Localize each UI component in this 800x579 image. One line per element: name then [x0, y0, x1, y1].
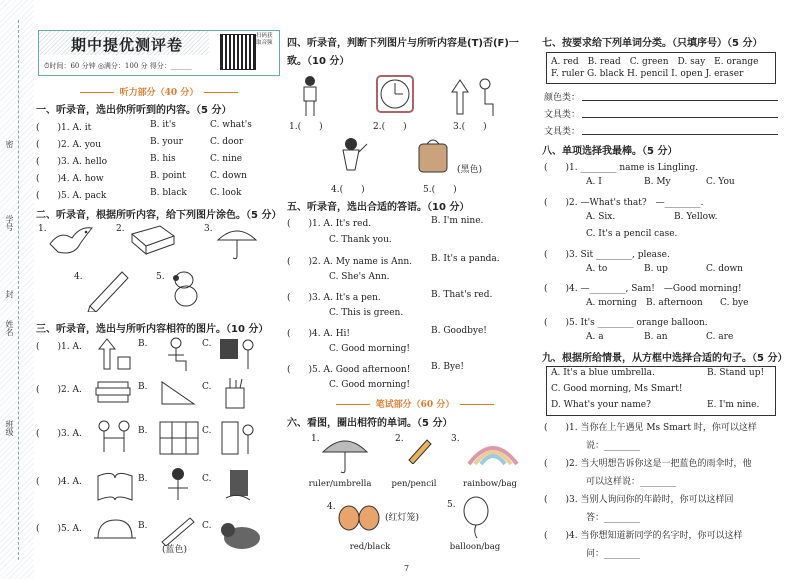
s8-q1-b: B. My [644, 177, 671, 187]
s8-q5-c: C. are [706, 332, 734, 342]
s1-q2-b: B. your [150, 137, 183, 147]
s4-label-5: 5.( ) [423, 185, 457, 195]
s7-word-box [546, 52, 776, 84]
s8-q4-b: B. afternoon [646, 298, 703, 308]
s8-q4-a: A. morning [586, 298, 637, 308]
s1-q4-c: C. down [210, 171, 247, 181]
s8-q3-a: A. to [586, 264, 608, 274]
umbrella-icon [214, 222, 260, 262]
s5-q2-a: ( )2. A. My name is Ann. [287, 257, 413, 267]
s8-q1: ( )1. ________ name is Lingling. [544, 163, 699, 173]
s4-label-2: 2.( ) [373, 122, 407, 132]
s8-q3-b: B. up [644, 264, 668, 274]
s1-q3: ( )3. A. hello [36, 157, 107, 167]
pencil-picture-icon [405, 434, 435, 464]
s9-q2-line1: ( )2. 当大明想告诉你这是一把蓝色的雨伞时，他 [544, 459, 752, 469]
kids-group-icon [94, 418, 136, 458]
s5-heading: 五、听录音，选出合适的答语。（10 分） [287, 202, 470, 213]
s9-q3-line2: 答：________ [586, 513, 641, 523]
s6-word-1: ruler/umbrella [308, 479, 372, 489]
s3-heading: 三、听录音，选出与所听内容相符的图片。（10 分） [36, 324, 269, 335]
s8-q5-b: B. an [644, 332, 668, 342]
s3-q2-c: C. [202, 382, 212, 392]
s9-q1-line2: 说：________ [586, 441, 641, 451]
s1-q4: ( )4. A. how [36, 174, 104, 184]
s7-answer-line-2[interactable] [582, 117, 778, 118]
s8-q2-c: C. It's a pencil case. [586, 229, 678, 239]
s1-q5-c: C. look [210, 188, 242, 198]
s7-line-2: F. ruler G. black H. pencil I. open J. eraser [551, 69, 744, 79]
title-box [38, 30, 280, 76]
s1-q1-b: B. it's [150, 120, 176, 130]
s9-box-d: D. What's your name? [551, 400, 651, 410]
s8-q2-a: A. Six. [586, 212, 616, 222]
s1-heading: 一、听录音，选出你所听到的内容。（5 分） [36, 105, 232, 116]
exam-meta: ⏱时间：60 分钟 ◎满分：100 分 得分：______ [44, 62, 192, 70]
stand-up-boy-icon [449, 76, 499, 118]
s3-q5-b: B. [138, 521, 148, 531]
clock-icon [375, 74, 415, 114]
s3-q4-c: C. [202, 474, 212, 484]
s7-answer-line-1[interactable] [582, 100, 778, 101]
writing-banner: 笔试部分（60 分） [295, 397, 535, 410]
s1-q2-c: C. door [210, 137, 244, 147]
s4-heading: 四、听录音，判断下列图片与所听内容是(T)否(F)一致。（10 分） [287, 38, 519, 67]
s7-line-1: A. red B. read C. green D. say E. orange [551, 57, 759, 67]
s4-black-note: (黑色) [457, 165, 483, 175]
s3-q5: ( )5. A. [36, 524, 82, 534]
s7-cat-stationery-1: 文具类： [544, 110, 581, 120]
s8-q3: ( )3. Sit ________, please. [544, 250, 670, 260]
window-girl-icon [218, 335, 258, 373]
boy-sitting-icon [160, 335, 196, 373]
s9-q3-line1: ( )3. 当别人询问你的年龄时，你可以这样回 [544, 495, 734, 505]
s7-answer-line-3[interactable] [582, 134, 778, 135]
s9-q4-line2: 问：________ [586, 549, 641, 559]
classroom-icon [158, 418, 200, 458]
page-title: 期中提优测评卷 [71, 36, 184, 54]
s8-q4: ( )4. —________, Sam! —Good morning! [544, 284, 742, 294]
rainbow-icon [465, 432, 521, 468]
pencil-icon [84, 266, 134, 312]
s1-q5: ( )5. A. pack [36, 191, 107, 201]
s2-label-1: 1. [38, 224, 47, 234]
s8-q4-c: C. bye [720, 298, 749, 308]
s6-word-3: rainbow/bag [463, 479, 517, 489]
s5-q1-b: B. I'm nine. [431, 216, 484, 226]
s9-sentence-box [546, 366, 776, 416]
side-label-seal: 密 [5, 140, 14, 148]
lanterns-icon [337, 498, 381, 536]
s6-label-2: 2. [395, 434, 404, 444]
qr-note: 扫码获取音频 [256, 33, 273, 46]
s2-label-2: 2. [116, 224, 125, 234]
s3-q1-b: B. [138, 339, 148, 349]
s3-q1: ( )1. A. [36, 342, 82, 352]
s5-q4-b: B. Goodbye! [431, 326, 487, 336]
s9-q2-line2: 可以这样说：________ [586, 477, 677, 487]
fold-line [18, 20, 20, 560]
s8-q2: ( )2. —What's that? —________. [544, 198, 704, 208]
s4-label-4: 4.( ) [331, 185, 365, 195]
s2-label-4: 4. [74, 272, 83, 282]
s8-q3-c: C. down [706, 264, 743, 274]
boy-standing-icon [295, 74, 325, 118]
s1-q1-c: C. what's [210, 120, 252, 130]
s5-q5-b: B. Bye! [431, 362, 464, 372]
s5-q3-b: B. That's red. [431, 290, 493, 300]
s1-q3-c: C. nine [210, 154, 243, 164]
s6-word-5: balloon/bag [449, 542, 501, 552]
s6-label-5: 5. [447, 500, 456, 510]
s3-q5-c: C. [202, 521, 212, 531]
s3-q2-b: B. [138, 382, 148, 392]
hand-book-icon [218, 466, 260, 506]
door-boy-icon [218, 418, 260, 458]
s5-q3-c: C. This is green. [329, 308, 404, 318]
s2-label-5: 5. [156, 272, 165, 282]
s7-cat-color: 颜色类： [544, 93, 581, 103]
s6-label-4: 4. [327, 502, 336, 512]
s7-heading: 七、按要求给下列单词分类。（只填序号）（5 分） [542, 38, 763, 49]
cap-icon [92, 516, 138, 548]
s5-q4-a: ( )4. A. Hi! [287, 329, 351, 339]
s6-word-4: red/black [349, 542, 391, 552]
s5-q3-a: ( )3. A. It's a pen. [287, 293, 381, 303]
open-book-icon [94, 466, 136, 506]
s9-q1-line1: ( )1. 当你在上午遇见 Ms Smart 时，你可以这样 [544, 423, 757, 433]
s4-label-3: 3.( ) [453, 122, 487, 132]
s8-q5-a: A. a [586, 332, 604, 342]
s5-q4-c: C. Good morning! [329, 344, 411, 354]
s3-q3-b: B. [138, 426, 148, 436]
s8-q5: ( )5. It's ________ orange balloon. [544, 318, 708, 328]
s3-q1-c: C. [202, 339, 212, 349]
s2-heading: 二、听录音，根据所听内容，给下列图片涂色。（5 分） [36, 210, 282, 221]
listening-banner: 听力部分（40 分） [44, 85, 274, 98]
s9-q4-line1: ( )4. 当你想知道新同学的名字时，你可以这样 [544, 531, 743, 541]
s3-q3: ( )3. A. [36, 429, 82, 439]
s3-color-note: (蓝色) [162, 545, 188, 555]
s8-q2-b: B. Yellow. [674, 212, 718, 222]
ruler-triangle-icon [158, 378, 198, 408]
s9-box-e: E. I'm nine. [707, 400, 760, 410]
side-label-id: 学号 [5, 215, 14, 231]
s9-box-b: B. Stand up! [707, 368, 765, 378]
s8-q1-a: A. I [586, 177, 602, 187]
s6-lantern-note: (红灯笼) [385, 513, 420, 523]
s1-q5-b: B. black [150, 188, 187, 198]
binding-strip [0, 0, 34, 579]
s3-q2: ( )2. A. [36, 385, 82, 395]
s1-q2: ( )2. A. you [36, 140, 101, 150]
s5-q1-c: C. Thank you. [329, 235, 392, 245]
s8-heading: 八、单项选择我最棒。（5 分） [542, 146, 678, 157]
s6-label-1: 1. [311, 434, 320, 444]
s1-q1: ( )1. A. it [36, 123, 92, 133]
pencil-case-icon [220, 376, 250, 410]
s5-q5-a: ( )5. A. Good afternoon! [287, 365, 411, 375]
cat-icon [218, 516, 262, 552]
s5-q5-c: C. Good morning! [329, 380, 411, 390]
s9-box-c: C. Good morning, Ms Smart! [551, 384, 683, 394]
s3-q4-b: B. [138, 474, 148, 484]
girl-reading-icon [158, 466, 200, 506]
balloon-icon [461, 496, 491, 540]
books-stack-icon [94, 378, 134, 408]
s4-label-1: 1.( ) [289, 122, 323, 132]
side-label-seal2: 封 [5, 290, 14, 298]
umbrella-picture-icon [321, 432, 369, 476]
girl-waving-icon [333, 136, 369, 180]
s9-box-a: A. It's a blue umbrella. [551, 368, 655, 378]
s6-heading: 六、看图，圈出相符的单词。（5 分） [287, 418, 453, 429]
dove-icon [46, 222, 96, 262]
s5-q2-b: B. It's a panda. [431, 254, 500, 264]
stand-up-arrow-icon [96, 335, 134, 373]
s9-heading: 九、根据所给情景，从方框中选择合适的句子。（5 分） [542, 353, 788, 364]
side-label-class: 班级 [5, 420, 14, 436]
s7-cat-stationery-2: 文具类： [544, 127, 581, 137]
s8-q1-c: C. You [706, 177, 735, 187]
qr-code-icon [220, 34, 256, 70]
s1-q3-b: B. his [150, 154, 176, 164]
s5-q1-a: ( )1. A. It's red. [287, 219, 372, 229]
schoolbag-icon [413, 136, 453, 176]
s6-label-3: 3. [451, 434, 460, 444]
side-label-name: 姓名 [5, 320, 14, 336]
s5-q2-c: C. She's Ann. [329, 272, 390, 282]
s3-q4: ( )4. A. [36, 477, 82, 487]
page-number: 7 [404, 564, 410, 573]
book-icon [126, 222, 178, 262]
dog-icon [166, 266, 206, 312]
s1-q4-b: B. point [150, 171, 186, 181]
s3-q3-c: C. [202, 426, 212, 436]
s2-label-3: 3. [204, 224, 213, 234]
s6-word-2: pen/pencil [391, 479, 437, 489]
